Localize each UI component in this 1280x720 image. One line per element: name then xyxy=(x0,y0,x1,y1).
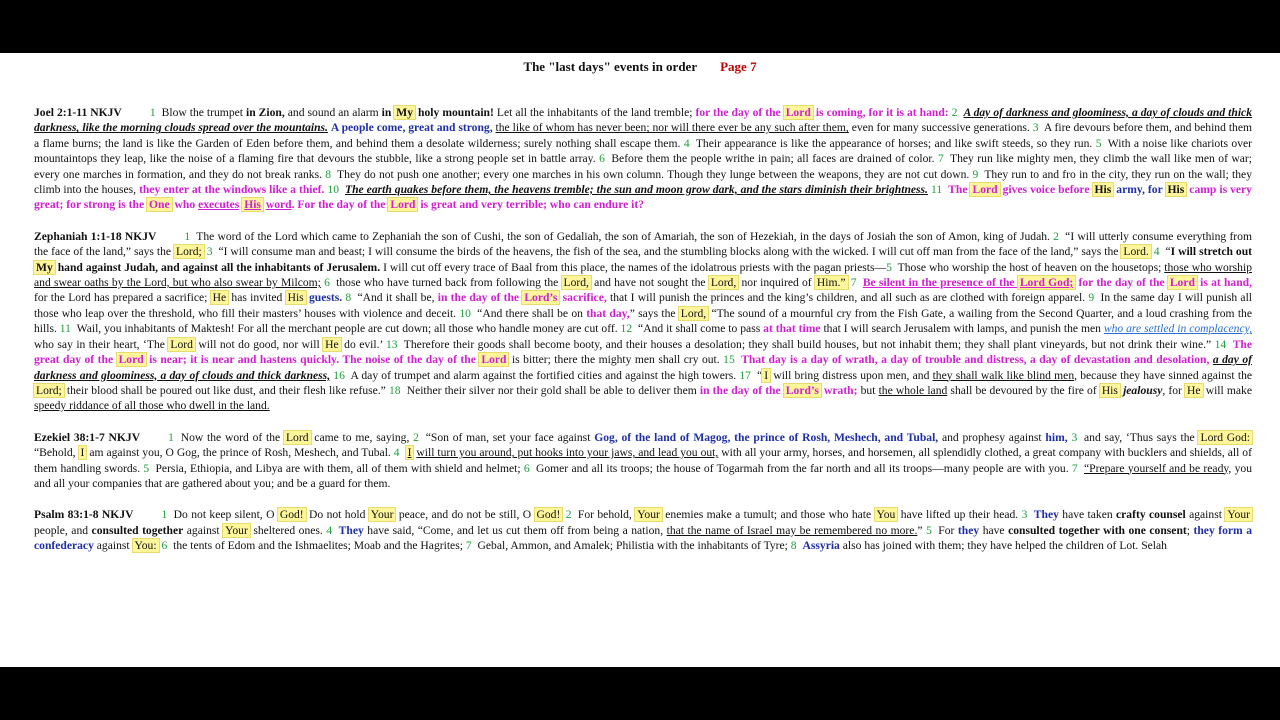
highlighted-word: I xyxy=(407,446,412,460)
verse-text: those who have turned back from following the xyxy=(332,276,562,290)
highlighted-word: Lord’s xyxy=(524,291,558,305)
verse-number: 6 xyxy=(324,276,330,290)
verse-text: A day of darkness and gloominess, a day of clouds and thick darkness, like the morning clouds spread over the mountains. xyxy=(34,106,1252,135)
highlighted-word: Your xyxy=(225,523,248,537)
verse-text: even for many successive generations. xyxy=(848,121,1033,135)
verse-text: “Son of man, set your face against xyxy=(421,430,595,444)
verse-text: is at hand, xyxy=(1196,276,1253,290)
verse-number: 2 xyxy=(565,508,572,522)
verse-number: 3 xyxy=(1021,508,1028,522)
highlighted-word: Lord xyxy=(785,106,811,119)
verse-text: have xyxy=(979,523,1009,537)
highlighted-word: You xyxy=(876,508,896,522)
verse-text: consulted together with one consent xyxy=(1008,523,1187,537)
verse-text: is great and very terrible; who can endure it? xyxy=(417,198,645,212)
verse-text: has invited xyxy=(228,291,286,305)
verse-text: is near; it is near and hastens quickly. The noise of the day of the xyxy=(145,353,480,367)
verse-text: “ xyxy=(1162,245,1171,259)
verse-text: in Zion, xyxy=(246,106,285,119)
verse-text: Their appearance is like the appearance of horses; and like swift steeds, so they run. xyxy=(692,136,1096,150)
highlighted-word: His xyxy=(244,198,261,212)
verse-number: 2 xyxy=(1053,229,1059,243)
highlighted-word: Lord; xyxy=(36,383,62,397)
highlighted-word: God! xyxy=(279,508,304,522)
verse-text: shall be devoured by the fire of xyxy=(947,383,1100,397)
verse-text: because they have sinned against the xyxy=(1077,368,1253,382)
verse-text: They xyxy=(338,523,364,537)
highlighted-word: Lord xyxy=(1169,276,1195,290)
verse-number: 16 xyxy=(333,368,345,382)
verse-text: do evil.’ xyxy=(340,337,386,351)
verse-number: 10 xyxy=(459,306,471,320)
verse-number: 11 xyxy=(930,183,943,197)
verse-text: that I will punish the princes and the king’s children, and all such as are clothed with foreign apparel. xyxy=(606,291,1089,305)
verse-text: camp is very great; for strong is the xyxy=(34,183,1252,212)
verse-text: peace, and do not be still, O xyxy=(395,508,535,522)
verse-text: Assyria xyxy=(802,539,840,553)
verse-text: Gebal, Ammon, and Amalek; Philistia with the inhabitants of Tyre; xyxy=(474,539,791,553)
verse-number: 6 xyxy=(523,461,530,475)
verse-text: For behold, xyxy=(574,508,636,522)
verse-text: came to me, saying, xyxy=(310,430,414,444)
verse-number: 1 xyxy=(168,430,174,444)
verse-number: 5 xyxy=(1095,136,1102,150)
verse-text: Those who worship the host of heaven on the housetops; xyxy=(894,260,1165,274)
verse-text: is bitter; there the mighty men shall cry out. xyxy=(508,353,724,367)
verse-number: 7 xyxy=(850,276,857,290)
verse-number: 5 xyxy=(886,260,892,274)
passage-ezekiel xyxy=(34,430,1252,492)
passages xyxy=(34,105,1252,570)
verse-number: 4 xyxy=(1153,245,1160,259)
highlighted-word: Lord; xyxy=(176,245,202,259)
verse-text: am against you, O Gog, the prince of Rosh, Meshech, and Tubal. xyxy=(86,446,394,460)
highlighted-word: I xyxy=(764,368,769,382)
passage-reference: Joel 2:1-11 NKJV xyxy=(34,106,122,119)
passage-text xyxy=(34,508,1252,552)
verse-text: “The sound of a mournful cry from the Fish Gate, a wailing from the Second Quarter, and a loud crashing from the hills. xyxy=(34,306,1252,336)
verse-text: and have not sought the xyxy=(590,276,709,290)
verse-text: They run to and fro in the city, they run on the wall; they climb into the houses, xyxy=(34,167,1252,197)
verse-text: crafty counsel xyxy=(1116,508,1186,522)
verse-number: 8 xyxy=(790,539,797,553)
verse-text: With a noise like chariots over mountaintops they leap, like the noise of a flaming fire that devours the stubble, like a strong people set in battle array. xyxy=(34,136,1252,166)
verse-text: him, xyxy=(1045,430,1068,444)
highlighted-word: Lord, xyxy=(563,276,589,290)
verse-number: 1 xyxy=(184,229,191,243)
verse-text: their blood shall be poured out like dust, and their flesh like refuse.” xyxy=(63,383,389,397)
verse-text: For xyxy=(934,523,958,537)
verse-text: that the name of Israel may be remembered no more. xyxy=(666,523,918,537)
verse-text: “And there shall be on xyxy=(473,306,587,320)
verse-text: gives voice before xyxy=(999,183,1093,197)
verse-text: They do not push one another; every one marches in his own column. Though they lunge between the weapons, they are not cut down. xyxy=(334,167,973,181)
verse-number: 7 xyxy=(1071,461,1078,475)
highlighted-word: His xyxy=(1167,183,1185,197)
verse-number: 3 xyxy=(206,245,213,259)
verse-text: speedy riddance of all those who dwell in the land. xyxy=(34,399,270,413)
verse-text: against xyxy=(93,539,133,553)
passage-psalm xyxy=(34,507,1252,553)
verse-text: consulted together xyxy=(91,523,184,537)
verse-number: 4 xyxy=(326,523,333,537)
verse-number: 8 xyxy=(325,167,332,181)
verse-text: and sound an alarm xyxy=(284,106,382,119)
passage-reference: Ezekiel 38:1-7 NKJV xyxy=(34,430,141,444)
verse-number: 3 xyxy=(1071,430,1078,444)
passage-reference: Psalm 83:1-8 NKJV xyxy=(34,508,134,522)
highlighted-word: My xyxy=(396,106,414,119)
verse-text: who say in their heart, ‘The xyxy=(34,337,169,351)
verse-text: “Prepare yourself and be ready, xyxy=(1084,461,1232,475)
verse-text: army, for xyxy=(1113,183,1166,197)
highlighted-word: Your xyxy=(637,508,660,522)
highlighted-word: Your xyxy=(370,508,394,522)
verse-number: 1 xyxy=(161,508,168,522)
verse-text: but xyxy=(857,383,879,397)
verse-number: 7 xyxy=(937,152,944,166)
highlighted-word: His xyxy=(1094,183,1112,197)
verse-text: Be silent in the presence of the xyxy=(862,276,1018,290)
verse-text: Before them the people writhe in pain; all faces are drained of color. xyxy=(607,152,938,166)
verse-number: 6 xyxy=(599,152,605,166)
verse-text: they shall walk like blind men, xyxy=(932,368,1078,382)
highlighted-word: Lord God: xyxy=(1200,430,1250,444)
highlighted-word: Lord, xyxy=(680,306,707,320)
highlighted-word: Lord xyxy=(972,183,998,197)
verse-text: those who worship and swear oaths by the Lord, but who also swear by Milcom; xyxy=(34,260,1252,290)
verse-text: in the day of the xyxy=(437,291,523,305)
verse-text: I will stretch out xyxy=(1170,245,1253,259)
verse-text: They xyxy=(1033,508,1059,522)
verse-number: 5 xyxy=(926,523,932,537)
verse-number: 18 xyxy=(388,383,401,397)
verse-text: Now the word of the xyxy=(176,430,284,444)
verse-text: The earth quakes before them, the heavens tremble; the sun and moon grow dark, and the stars diminish their brightness. xyxy=(345,183,928,197)
verse-number: 6 xyxy=(161,539,168,553)
verse-text: you and all your companies that are gathered about you; and be a guard for them. xyxy=(34,461,1252,490)
verse-text: guests. xyxy=(308,291,343,305)
highlighted-word: Lord xyxy=(390,198,416,212)
verse-text: people, and xyxy=(34,523,92,537)
verse-text: they xyxy=(957,523,980,537)
verse-text: jealousy xyxy=(1123,383,1163,397)
highlighted-word: His xyxy=(287,291,304,305)
highlighted-word: I xyxy=(80,446,85,460)
verse-text: will not do good, nor will xyxy=(194,337,324,351)
verse-number: 15 xyxy=(723,353,735,367)
highlighted-word: One xyxy=(149,198,170,212)
verse-text: “Behold, xyxy=(34,446,79,460)
verse-text: the tents of Edom and the Ishmaelites; Moab and the Hagrites; xyxy=(170,539,466,553)
verse-text: the like of whom has never been; nor will there ever be any such after them, xyxy=(495,121,849,135)
verse-text: That day is a day of wrath, a day of trouble and distress, a day of devastation and desolation, xyxy=(741,353,1210,367)
verse-text: They run like mighty men, they climb the wall like men of war; every one marches in formation, and they do not break ranks. xyxy=(34,152,1252,181)
verse-number: 12 xyxy=(620,322,633,336)
highlighted-word: Your xyxy=(1227,508,1250,522)
document-page xyxy=(0,53,1280,667)
highlighted-word: Lord xyxy=(481,353,507,367)
page-number: Page 7 xyxy=(720,59,757,74)
verse-text: in the day of the xyxy=(699,383,784,397)
highlighted-word: Lord, xyxy=(710,276,737,290)
verse-text: for the day of the xyxy=(695,106,784,119)
verse-text: the whole land xyxy=(878,383,948,397)
verse-number: 9 xyxy=(1088,291,1095,305)
verse-text: that day, xyxy=(586,306,630,320)
passage-reference: Zephaniah 1:1-18 NKJV xyxy=(34,229,157,243)
verse-text: have lifted up their head. xyxy=(897,508,1022,522)
verse-text: The xyxy=(948,183,971,197)
verse-text: nor inquired of xyxy=(738,276,815,290)
verse-text: executes xyxy=(198,198,240,212)
highlighted-word: Lord xyxy=(285,430,309,444)
verse-text: . For the day of the xyxy=(291,198,389,212)
page-header xyxy=(0,59,1280,75)
verse-number: 2 xyxy=(413,430,419,444)
verse-text: also has joined with them; they have helped the children of Lot. Selah xyxy=(839,539,1167,553)
verse-text: The great day of the xyxy=(34,337,1253,367)
verse-text: ; xyxy=(1186,523,1194,537)
verse-text: wrath; xyxy=(820,383,858,397)
verse-text: will turn you around, put hooks into your jaws, and lead you out, xyxy=(416,446,719,460)
verse-text: I will cut off every trace of Baal from this place, the names of the idolatrous priests with the pagan priests— xyxy=(380,260,887,274)
verse-text: Wail, you inhabitants of Maktesh! For all the merchant people are cut down; all those who handle money are cut off. xyxy=(73,322,621,336)
verse-text: The word of the Lord which came to Zephaniah the son of Cushi, the son of Gedaliah, the son of Amariah, the son of Hezekiah, in the days of Josiah the son of Amon, king of Judah. xyxy=(193,229,1054,243)
highlighted-word: You: xyxy=(134,539,157,553)
verse-text: Persia, Ethiopia, and Libya are with them, all of them with shield and helmet; xyxy=(152,461,524,475)
verse-number: 10 xyxy=(327,183,339,197)
verse-text: is coming, for it is at hand: xyxy=(812,106,952,119)
highlighted-word: He xyxy=(212,291,227,305)
verse-text: “I will consume man and beast; I will consume the birds of the heavens, the fish of the sea, and the stumbling blocks along with the wicked. I will cut off man from the face of the land,” says the xyxy=(215,245,1122,259)
highlighted-word: Lord xyxy=(118,353,144,367)
verse-number: 3 xyxy=(1032,121,1039,135)
highlighted-word: Lord. xyxy=(1123,245,1149,259)
verse-text: Do not hold xyxy=(305,508,369,522)
verse-text: and say, ‘Thus says the xyxy=(1080,430,1199,444)
verse-text: A day of trumpet and alarm against the fortified cities and against the high towers. xyxy=(347,368,740,382)
verse-text: A people come, great and strong, xyxy=(330,121,493,135)
verse-number: 17 xyxy=(739,368,751,382)
verse-text: A fire devours before them, and behind them a flame burns; the land is like the Garden of Eden before them, and behind them a desolate wilderness; surely nothing shall escape them. xyxy=(34,121,1252,150)
verse-number: 13 xyxy=(385,337,398,351)
verse-text: Gomer and all its troops; the house of Togarmah from the far north and all its troops—many people are with you. xyxy=(532,461,1072,475)
verse-text: Do not keep silent, O xyxy=(170,508,278,522)
verse-number: 9 xyxy=(972,167,979,181)
verse-number: 4 xyxy=(683,136,690,150)
verse-number: 8 xyxy=(345,291,352,305)
verse-text: sacrifice, xyxy=(559,291,607,305)
verse-text: with all your army, horses, and horsemen, all splendidly clothed, a great company with bucklers and shields, all of them handling swords. xyxy=(34,446,1252,475)
verse-text: word xyxy=(265,198,292,212)
verse-number: 14 xyxy=(1214,337,1227,351)
verse-text: will make xyxy=(1202,383,1252,397)
verse-text: against xyxy=(183,523,224,537)
verse-text: , for xyxy=(1162,383,1186,397)
passage-zephaniah xyxy=(34,229,1252,414)
verse-text: In the same day I will punish all those who leap over the threshold, who fill their masters’ houses with violence and deceit. xyxy=(34,291,1253,320)
verse-number: 7 xyxy=(465,539,472,553)
verse-number: 1 xyxy=(149,106,156,119)
verse-text: at that time xyxy=(763,322,821,336)
highlighted-word: Lord xyxy=(170,337,193,351)
passage-text xyxy=(34,431,1252,490)
verse-number: 5 xyxy=(143,461,150,475)
verse-text: who are settled in complacency, xyxy=(1103,322,1252,336)
verse-number: 11 xyxy=(59,322,71,336)
highlighted-word: His xyxy=(1101,383,1118,397)
verse-text: will bring distress upon men, and xyxy=(770,368,933,382)
verse-number: 4 xyxy=(393,446,400,460)
highlighted-word: He xyxy=(325,337,339,351)
verse-text: they form a confederacy xyxy=(34,523,1253,553)
verse-number: 2 xyxy=(951,106,958,119)
highlighted-word: He xyxy=(1187,383,1201,397)
verse-text: hand against Judah, and against all the inhabitants of Jerusalem. xyxy=(54,260,381,274)
verse-text: that I will search Jerusalem with lamps, and punish the men xyxy=(820,322,1104,336)
verse-text: Neither their silver nor their gold shall be able to deliver them xyxy=(403,383,700,397)
verse-text: enemies make a tumult; and those who hate xyxy=(661,508,875,522)
highlighted-word: My xyxy=(36,260,53,274)
verse-text: “I will utterly consume everything from the face of the land,” says the xyxy=(34,229,1252,259)
verse-text: Let all the inhabitants of the land tremble; xyxy=(493,106,696,119)
verse-text: against xyxy=(1185,508,1226,522)
verse-text: they enter at the windows like a thief. xyxy=(139,183,325,197)
highlighted-word: Him.” xyxy=(816,276,846,290)
verse-text: ” says the xyxy=(629,306,679,320)
verse-text: “And it shall be, xyxy=(354,291,438,305)
highlighted-word: Lord’s xyxy=(785,383,819,397)
verse-text: for the day of the xyxy=(1075,276,1168,290)
verse-text: for the Lord has prepared a sacrifice; xyxy=(34,291,211,305)
verse-text: “ xyxy=(753,368,763,382)
passage-joel xyxy=(34,105,1252,213)
passage-text xyxy=(34,230,1252,412)
passage-text xyxy=(34,106,1252,211)
verse-text: “And it shall come to pass xyxy=(635,322,764,336)
verse-text: sheltered ones. xyxy=(249,523,327,537)
highlighted-word: God! xyxy=(536,508,561,522)
verse-text: a day of darkness and gloominess, a day of clouds and thick darkness, xyxy=(34,353,1252,382)
verse-text: in xyxy=(381,106,392,119)
verse-text: holy mountain! xyxy=(415,106,494,119)
highlighted-word: Lord God; xyxy=(1019,276,1074,290)
verse-text: and prophesy against xyxy=(938,430,1046,444)
verse-text: have said, “Come, and let us cut them off from being a nation, xyxy=(363,523,667,537)
verse-text: Therefore their goods shall become booty, and their houses a desolation; they shall build houses, but not inhabit them; they shall plant vineyards, but not drink their wine.” xyxy=(400,337,1215,351)
verse-text: who xyxy=(171,198,199,212)
verse-text: Gog, of the land of Magog, the prince of Rosh, Meshech, and Tubal, xyxy=(594,430,939,444)
verse-text: Blow the trumpet xyxy=(158,106,246,119)
document-title: The "last days" events in order xyxy=(523,59,697,74)
verse-text: ” xyxy=(917,523,926,537)
verse-text: have taken xyxy=(1058,508,1117,522)
